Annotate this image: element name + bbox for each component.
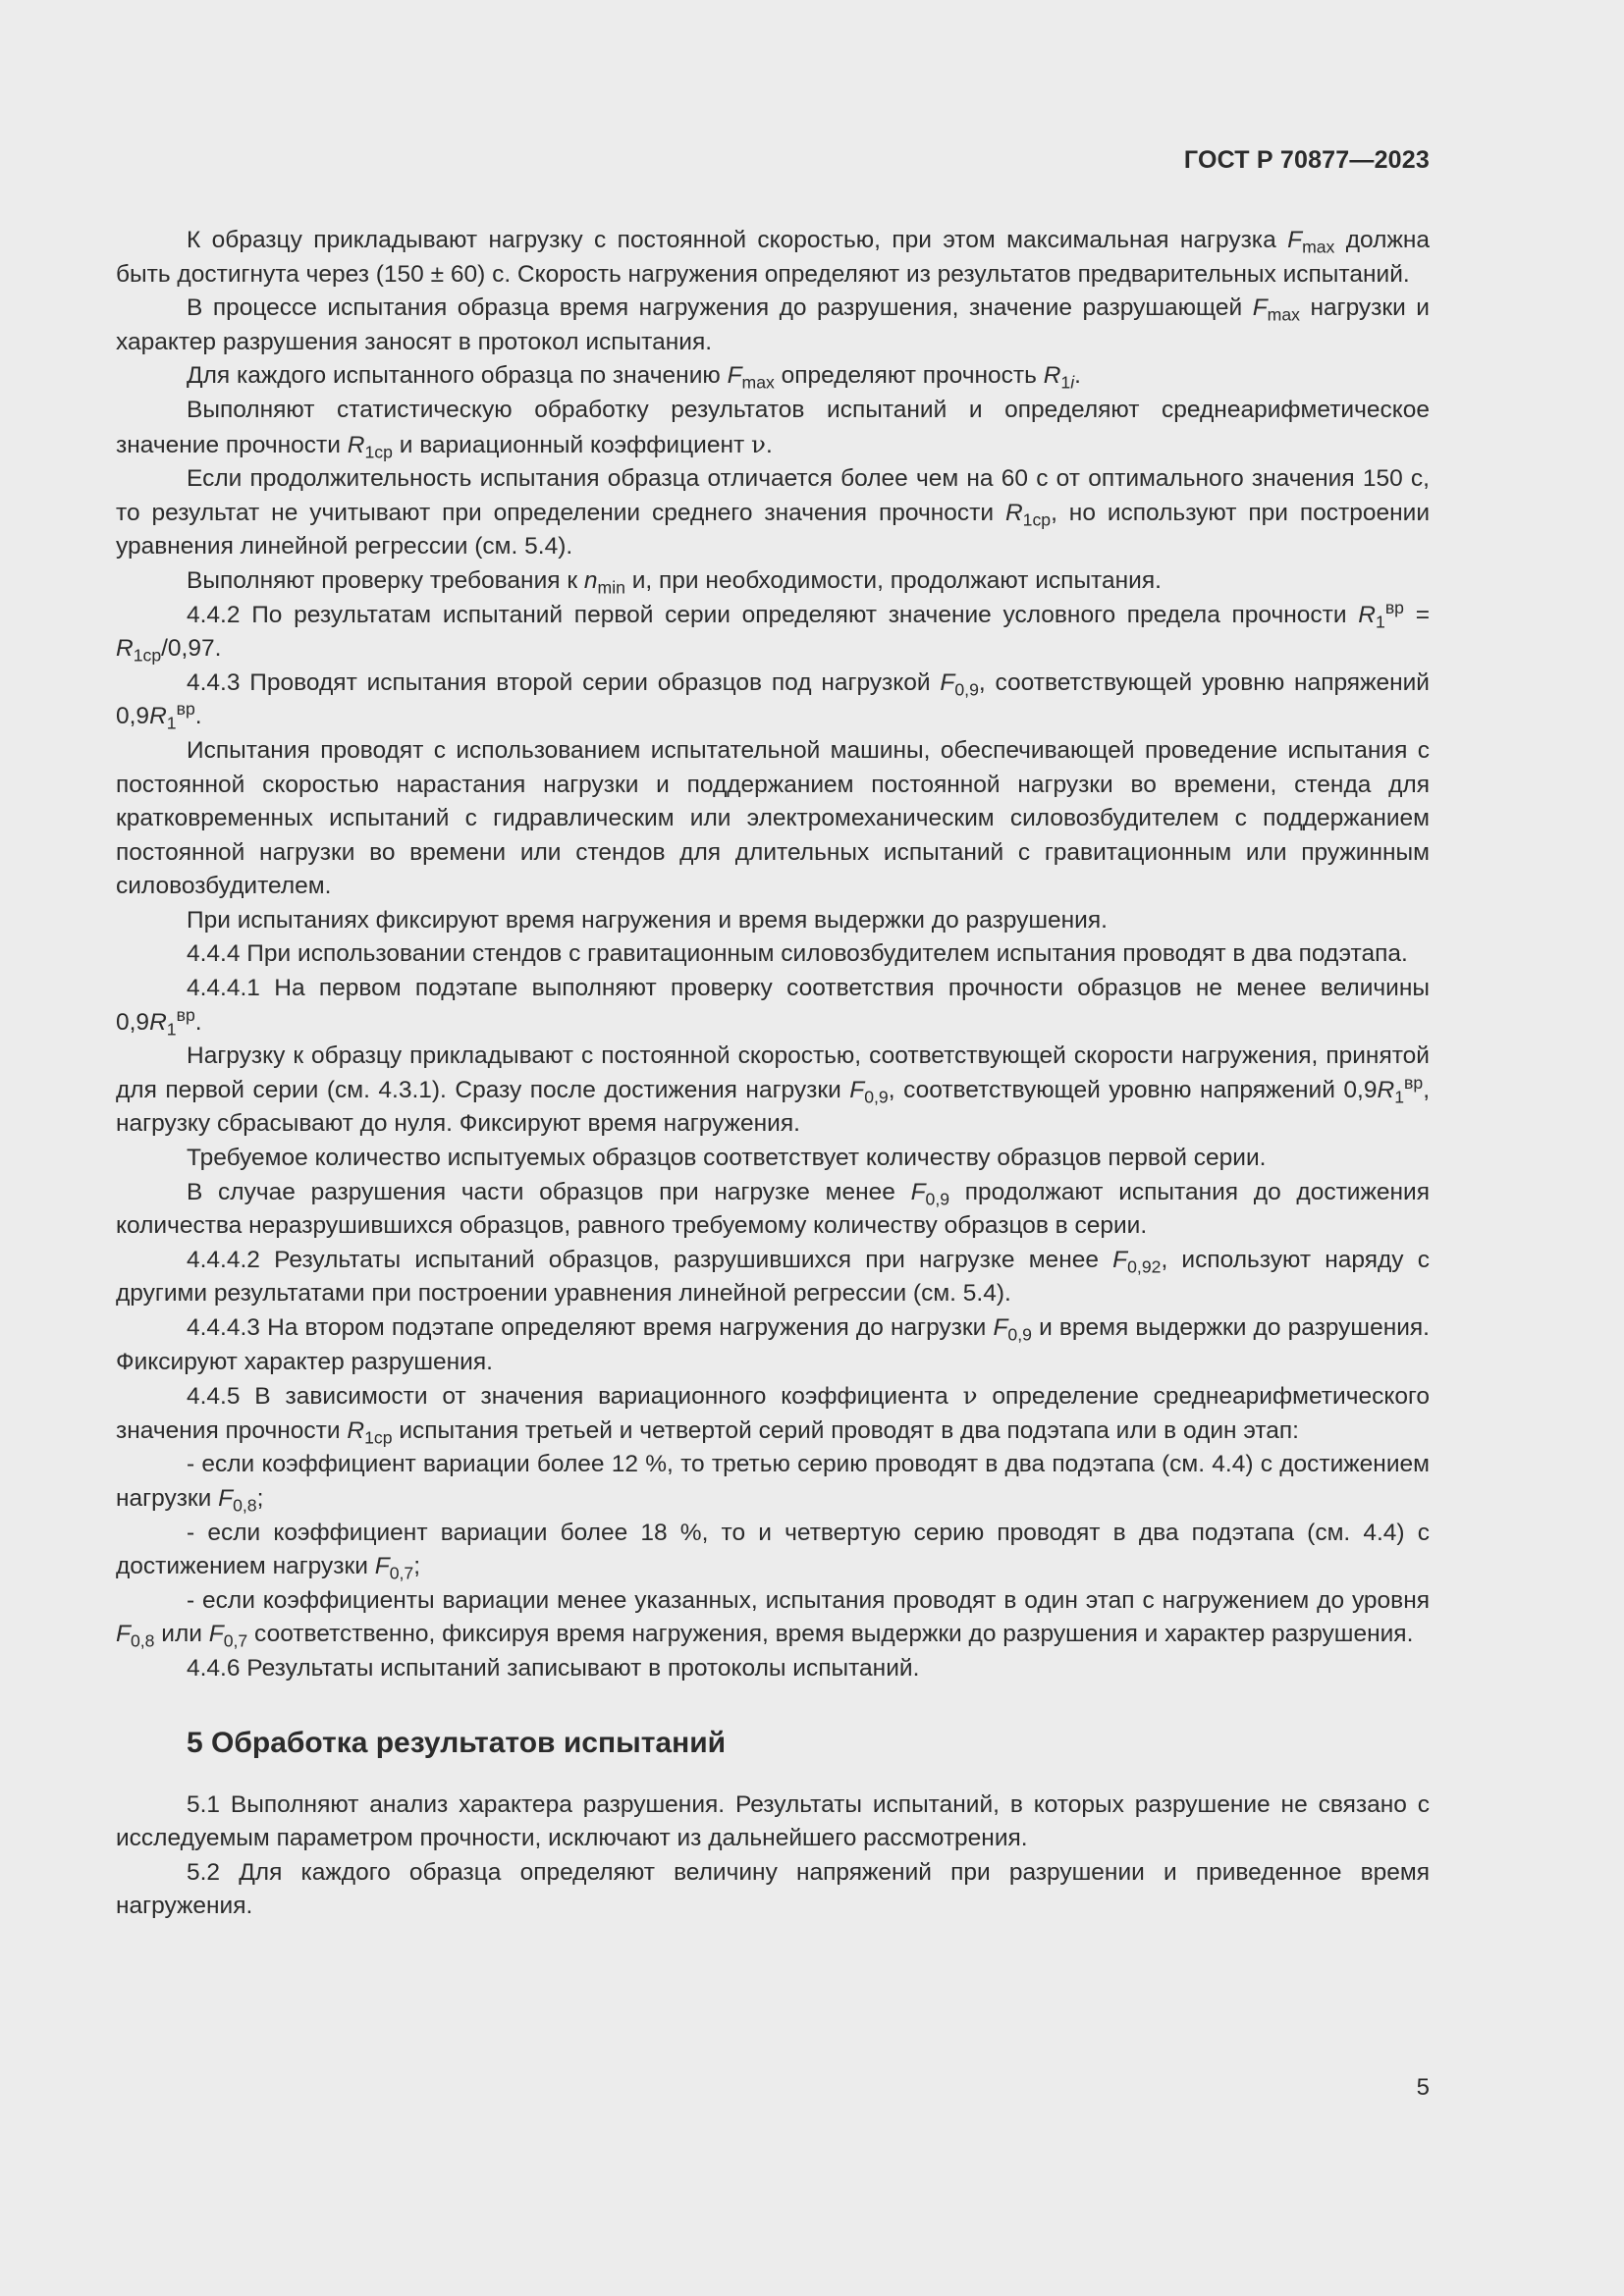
paragraph: 5.2 Для каждого образца определяют величину напряжений при разрушении и приведенное время нагружения. bbox=[116, 1858, 1430, 1920]
paragraph: Для каждого испытанного образца по значению $F_{max}$ определяют прочность $R_{1i}$. bbox=[187, 362, 1081, 394]
paragraph: В случае разрушения части образцов при нагрузке менее $F_{0,9}$ продолжают испытания до достижения количества неразрушившихся образцов, равного требуемому количеству образцов в серии. bbox=[116, 1178, 1430, 1240]
list-item: - если коэффициент вариации более 18 %, то и четвертую серию проводят в два подэтапа (см. 4.4) с достижением нагрузки $F_{0,7}$; bbox=[116, 1519, 1430, 1583]
document-page bbox=[116, 0, 1430, 2296]
paragraph: 4.4.4.1 На первом подэтапе выполняют проверку соответствия прочности образцов не менее величины $0,9R_1^{вр}$. bbox=[116, 975, 1430, 1040]
paragraph: 4.4.6 Результаты испытаний записывают в протоколы испытаний. bbox=[187, 1654, 920, 1682]
document-header: ГОСТ Р 70877—2023 bbox=[1183, 146, 1430, 174]
list-item: - если коэффициенты вариации менее указанных, испытания проводят в один этап с нагружением до уровня $F_{0,8}$ или $F_{0,7}$ соответственно, фиксируя время нагружения, время выдержки до разрушения и характер разрушения. bbox=[116, 1586, 1430, 1651]
paragraph: 4.4.5 В зависимости от значения вариационного коэффициента ν определение среднеарифметического значения прочности $R_{1ср}$ испытания третьей и четвертой серий проводят в два подэтапа или в один этап: bbox=[116, 1381, 1430, 1448]
paragraph: В процессе испытания образца время нагружения до разрушения, значение разрушающей $F_{max}$ нагрузки и характер разрушения заносят в протокол испытания. bbox=[116, 294, 1430, 355]
paragraph: При испытаниях фиксируют время нагружения и время выдержки до разрушения. bbox=[187, 906, 1108, 934]
list-item: - если коэффициент вариации более 12 %, то третью серию проводят в два подэтапа (см. 4.4) с достижением нагрузки $F_{0,8}$; bbox=[116, 1451, 1430, 1516]
paragraph: 5.1 Выполняют анализ характера разрушения. Результаты испытаний, в которых разрушение не связано с исследуемым параметром прочности, исключают из дальнейшего рассмотрения. bbox=[116, 1790, 1430, 1852]
paragraph: 4.4.3 Проводят испытания второй серии образцов под нагрузкой $F_{0,9}$, соответствующей уровню напряжений $0,9R_1^{вр}$. bbox=[116, 668, 1430, 733]
paragraph: 4.4.4.3 На втором подэтапе определяют время нагружения до нагрузки $F_{0,9}$ и время выдержки до разрушения. Фиксируют характер разрушения. bbox=[116, 1314, 1430, 1375]
paragraph: Выполняют проверку требования к $n_{min}$ и, при необходимости, продолжают испытания. bbox=[187, 566, 1162, 598]
document-body bbox=[116, 224, 1430, 1924]
paragraph: Если продолжительность испытания образца отличается более чем на 60 с от оптимального значения 150 с, то результат не учитывают при определении среднего значения прочности $R_{1ср}$, но используют при построении уравнения линейной регрессии (см. 5.4). bbox=[116, 465, 1430, 561]
paragraph: Выполняют статистическую обработку результатов испытаний и определяют среднеарифметическое значение прочности $R_{1ср}$ и вариационный коэффициент ν. bbox=[116, 396, 1430, 462]
paragraph: Испытания проводят с использованием испытательной машины, обеспечивающей проведение испытания с постоянной скоростью нарастания нагрузки и поддержанием постоянной нагрузки во времени, стенда для кратковременных испытаний с гидравлическим или электромеханическим силовозбудителем с поддержанием постоянной нагрузки во времени или стендов для длительных испытаний с гравитационным или пружинным силовозбудителем. bbox=[116, 736, 1430, 900]
page-number: 5 bbox=[1416, 2074, 1430, 2101]
paragraph: 4.4.4.2 Результаты испытаний образцов, разрушившихся при нагрузке менее $F_{0,92}$, используют наряду с другими результатами при построении уравнения линейной регрессии (см. 5.4). bbox=[116, 1246, 1430, 1308]
section-heading: 5 Обработка результатов испытаний bbox=[187, 1726, 727, 1759]
paragraph: К образцу прикладывают нагрузку с постоянной скоростью, при этом максимальная нагрузка $F_{max}$ должна быть достигнута через (150 ± 60) с. Скорость нагружения определяют из результатов предварительных испытаний. bbox=[116, 227, 1430, 288]
paragraph: 4.4.4 При использовании стендов с гравитационным силовозбудителем испытания проводят в два подэтапа. bbox=[187, 940, 1408, 968]
paragraph: Требуемое количество испытуемых образцов соответствует количеству образцов первой серии. bbox=[187, 1145, 1267, 1172]
paragraph: Нагрузку к образцу прикладывают с постоянной скоростью, соответствующей скорости нагружения, принятой для первой серии (см. 4.3.1). Сразу после достижения нагрузки $F_{0,9}$, соответствующей уровню напряжений $0,9R_1^{вр}$, нагрузку сбрасывают до нуля. Фиксируют время нагружения. bbox=[116, 1042, 1430, 1138]
paragraph: 4.4.2 По результатам испытаний первой серии определяют значение условного предела прочности $R_1^{вр} = R_{1ср}/0,97$. bbox=[116, 597, 1430, 666]
